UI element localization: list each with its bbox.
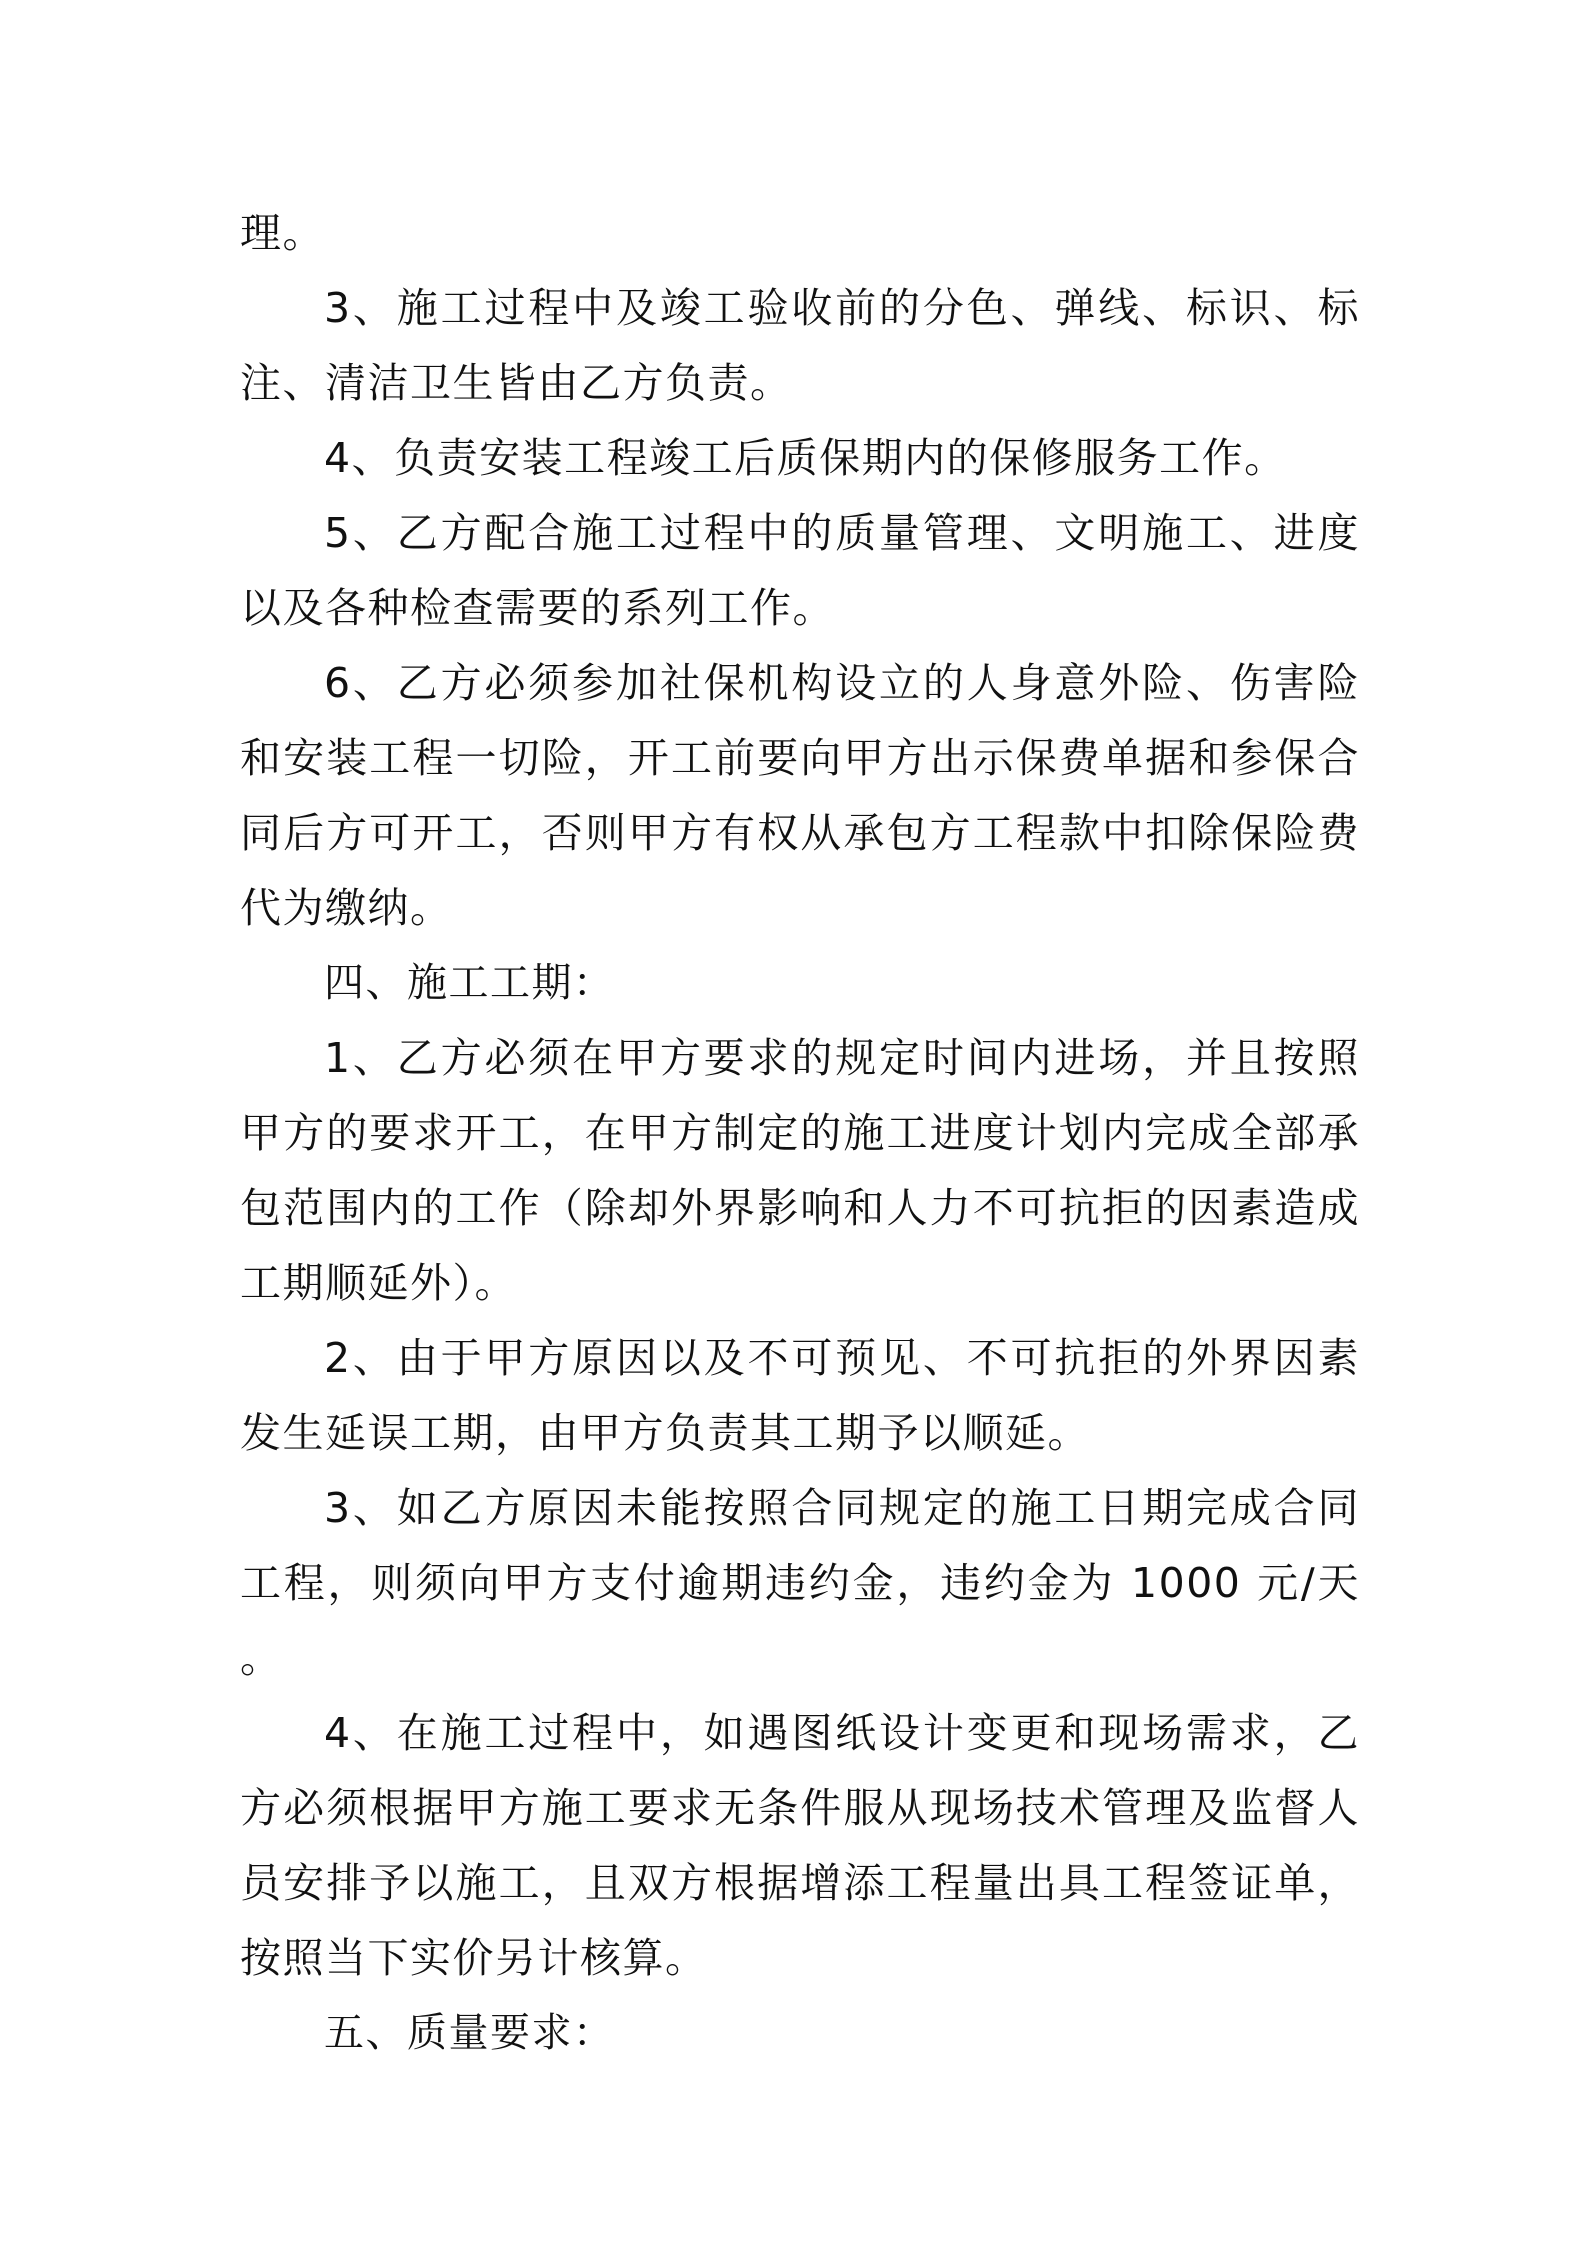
paragraph-period-item-4: 4、在施工过程中，如遇图纸设计变更和现场需求，乙方必须根据甲方施工要求无条件服从现场技术管理及监督人员安排予以施工，且双方根据增添工程量出具工程签证单，按照当下实价另计核算。: [240, 1709, 1360, 1982]
paragraph-period-item-2: 2、由于甲方原因以及不可预见、不可抗拒的外界因素发生延误工期，由甲方负责其工期予以顺延。: [240, 1334, 1360, 1457]
section-heading-quality-requirements: 五、质量要求：: [324, 2010, 615, 2056]
paragraph-period-item-1: 1、乙方必须在甲方要求的规定时间内进场，并且按照甲方的要求开工，在甲方制定的施工进度计划内完成全部承包范围内的工作（除却外界影响和人力不可抗拒的因素造成工期顺延外）。: [240, 1034, 1360, 1307]
paragraph-item-6-insurance: 6、乙方必须参加社保机构设立的人身意外险、伤害险和安装工程一切险，开工前要向甲方出示保费单据和参保合同后方可开工，否则甲方有权从承包方工程款中扣除保险费代为缴纳。: [240, 659, 1360, 932]
paragraph-item-5-cooperation: 5、乙方配合施工过程中的质量管理、文明施工、进度以及各种检查需要的系列工作。: [240, 509, 1360, 632]
paragraph-continuation: 理。: [240, 209, 325, 257]
paragraph-item-3-cleanup: 3、施工过程中及竣工验收前的分色、弹线、标识、标注、清洁卫生皆由乙方负责。: [240, 284, 1360, 407]
document-body: [240, 196, 1360, 2071]
paragraph-period-item-3: 3、如乙方原因未能按照合同规定的施工日期完成合同工程，则须向甲方支付逾期违约金，违约金为 1000 元/天。: [240, 1484, 1360, 1682]
section-heading-construction-period: 四、施工工期：: [324, 960, 615, 1006]
paragraph-item-4-warranty: 4、负责安装工程竣工后质保期内的保修服务工作。: [324, 434, 1287, 482]
